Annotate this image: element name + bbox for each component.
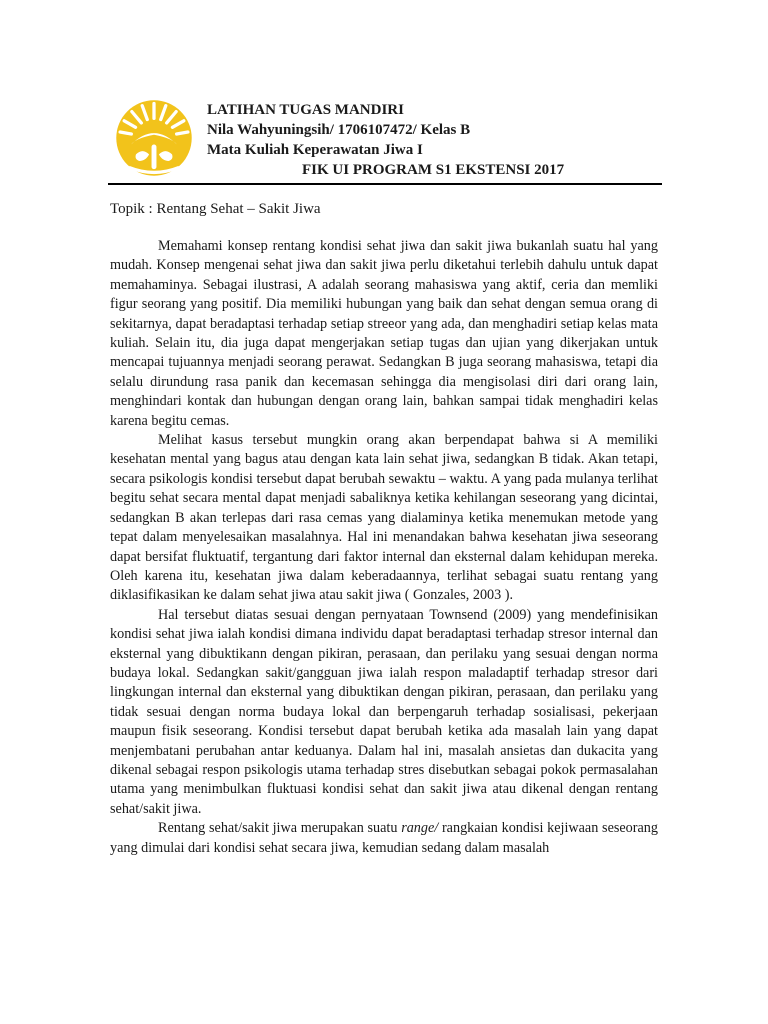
header-program: FIK UI PROGRAM S1 EKSTENSI 2017 [302,162,565,178]
header-title: LATIHAN TUGAS MANDIRI [207,102,404,118]
university-logo-icon [113,97,195,179]
document-body [110,237,658,858]
paragraph-4 [110,819,658,858]
document-header [207,100,667,180]
paragraph-4-end: rangkaian kondisi kejiwaan seseorang yang dimulai dari kondisi sehat secara jiwa, kemudian sedang dalam masalah [110,820,658,856]
paragraph-1: Memahami konsep rentang kondisi sehat jiwa dan sakit jiwa bukanlah suatu hal yang mudah. Konsep mengenai sehat jiwa dan sakit jiwa perlu diketahui terlebih dahulu untuk dapat memahaminya. Sebagai ilustrasi, A adalah seorang mahasiswa yang aktif, ceria dan memliki figur seorang yang positif. Dia memiliki hubungan yang baik dan sehat dengan semua orang di sekitarnya, dapat beradaptasi terhadap setiap streeor yang ada, dan menghadiri setiap kelas mata kuliah. Selain itu, dia juga dapat mengerjakan setiap tugas dan ujian yang dikerjakan untuk mencapai tujuannya menjadi seorang perawat. Sedangkan B juga seorang mahasiswa, tetapi dia selalu dirundung rasa panik dan kecemasan sehingga dia mengisolasi diri dari orang lain, menghindari kontak dan hubungan dengan orang lain, bahkan sampai tidak menghadiri kelas karena begitu cemas. [110,238,658,429]
header-divider [108,183,662,185]
header-course: Mata Kuliah Keperawatan Jiwa I [207,142,423,158]
header-author: Nila Wahyuningsih/ 1706107472/ Kelas B [207,122,471,138]
paragraph-2: Melihat kasus tersebut mungkin orang akan berpendapat bahwa si A memiliki kesehatan mental yang bagus atau dengan kata lain sehat jiwa, sedangkan B tidak. Akan tetapi, secara psikologis kondisi tersebut dapat berubah sewaktu – waktu. A yang pada mulanya terlihat begitu sehat secara mental dapat menjadi sabaliknya ketika kehilangan seseorang yang dicintai, sedangkan B akan terlepas dari rasa cemas yang dialaminya ketika menemukan metode yang tepat dalam menyelesaikan masalahnya. Hal ini menandakan bahwa kesehatan jiwa seseorang dapat bersifat fluktuatif, tergantung dari faktor internal dan eksternal dalam kehidupan mereka. Oleh karena itu, kesehatan jiwa dalam keberadaannya, terlihat sebagai suatu rentang yang diklasifikasikan ke dalam sehat jiwa atau sakit jiwa ( Gonzales, 2003 ). [110,432,658,604]
paragraph-3: Hal tersebut diatas sesuai dengan pernyataan Townsend (2009) yang mendefinisikan kondisi sehat jiwa ialah kondisi dimana individu dapat beradaptasi terhadap stresor internal dan eksternal yang dibuktikann dengan pikiran, perasaan, dan perilaku yang sesuai dengan norma budaya lokal. Sedangkan sakit/gangguan jiwa ialah respon maladaptif terhadap stresor dari lingkungan internal dan eksternal yang dibuktikan dengan pikiran, perasaan, dan perilaku yang tidak sesuai dengan norma budaya lokal dan berpengaruh terhadap sosialisasi, pekerjaan maupun fisik seseorang. Kondisi tersebut dapat berubah ketika ada masalah lain yang dapat menjembatani perubahan antar keduanya. Dalam hal ini, masalah ansietas dan dukacita yang dikenal sebagai respon psikologis utama terhadap stres disebutkan sebagai pokok permasalahan utama yang menimbulkan fluktuasi kondisi sehat dan sakit jiwa atau dikenal dengan rentang sehat/sakit jiwa. [110,606,658,817]
paragraph-4-emphasis: range/ [401,820,439,837]
paragraph-4-start: Rentang sehat/sakit jiwa merupakan suatu [158,820,402,837]
topic-line: Topik : Rentang Sehat – Sakit Jiwa [110,201,321,217]
